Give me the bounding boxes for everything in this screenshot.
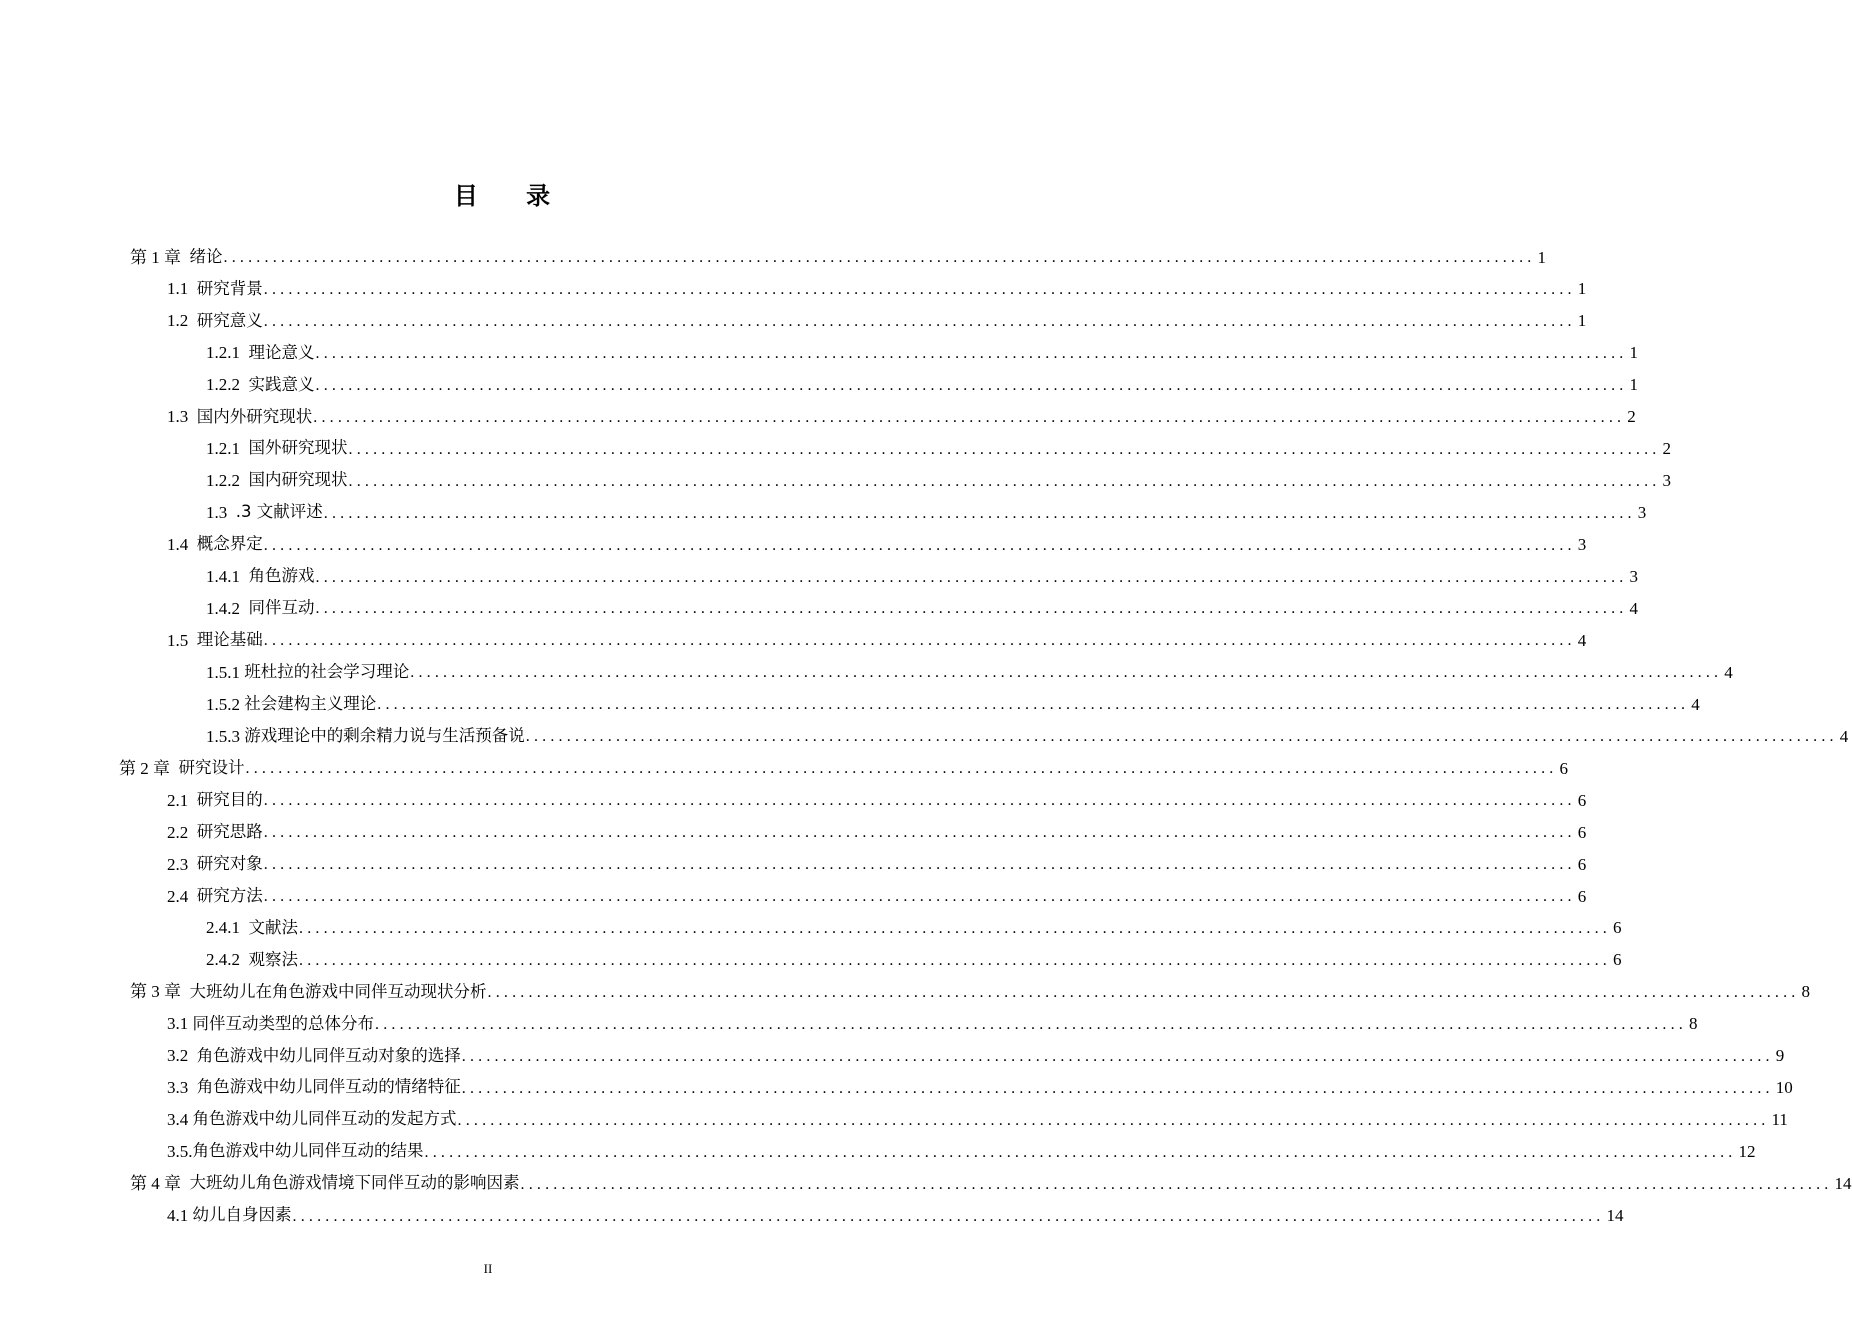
toc-entry-title: 社会建构主义理论 — [244, 694, 377, 714]
toc-entry-number: 1.3 — [167, 407, 189, 427]
toc-entry-number: 1.2.1 — [206, 343, 240, 363]
toc-entry-title: 国外研究现状 — [248, 438, 348, 458]
toc-entry-number: 第 1 章 — [130, 247, 181, 267]
toc-entry[interactable] — [119, 752, 1568, 784]
toc-entry-number: 3.3 — [167, 1078, 189, 1098]
toc-entry-title: 同伴互动类型的总体分布 — [192, 1013, 374, 1033]
toc-leader-dots: ................................................................................................................................................................ — [223, 249, 1536, 266]
toc-entry-separator — [188, 792, 197, 809]
toc-entry[interactable] — [167, 1200, 1624, 1232]
toc-entry-title: 角色游戏 — [248, 566, 315, 586]
toc-entry-separator — [170, 760, 179, 777]
toc-entry-title: 研究方法 — [196, 885, 263, 905]
toc-entry-title: 概念界定 — [196, 534, 263, 554]
toc-entry-page-number: 4 — [1629, 598, 1638, 618]
toc-entry-title: 文献法 — [248, 917, 298, 937]
toc-entry-title: 角色游戏中幼儿同伴互动的结果 — [192, 1141, 424, 1161]
toc-entry-title: 研究设计 — [178, 757, 245, 777]
toc-entry-title: 观察法 — [248, 949, 298, 969]
toc-leader-dots: ................................................................................................................................................................ — [461, 1047, 1774, 1065]
toc-entry-title: 角色游戏中幼儿同伴互动的发起方式 — [192, 1109, 457, 1129]
toc-entry-title: 大班幼儿在角色游戏中同伴互动现状分析 — [189, 981, 487, 1001]
toc-leader-dots: ................................................................................................................................................................ — [461, 1079, 1774, 1097]
toc-entry-page-number: 4 — [1691, 694, 1700, 714]
toc-leader-dots: ................................................................................................................................................................ — [315, 600, 1628, 618]
toc-entry-separator — [240, 951, 249, 968]
toc-entry-separator — [188, 1047, 197, 1064]
toc-entry-page-number: 6 — [1577, 886, 1587, 906]
toc-entry-title: 幼儿自身因素 — [192, 1205, 292, 1225]
toc-entry-number: 1.5.2 — [206, 694, 240, 714]
toc-leader-dots: ................................................................................................................................................................ — [263, 856, 1576, 874]
toc-entry-number: 2.3 — [167, 854, 189, 874]
toc-entry-title: 角色游戏中幼儿同伴互动对象的选择 — [196, 1045, 461, 1065]
toc-entry-title: 班杜拉的社会学习理论 — [244, 662, 410, 682]
toc-entry[interactable] — [206, 369, 1638, 401]
toc-entry[interactable] — [167, 305, 1587, 337]
toc-entry-page-number: 2 — [1662, 439, 1671, 459]
toc-entry-title: 国内研究现状 — [248, 470, 348, 490]
toc-leader-dots: ................................................................................................................................................................ — [263, 824, 1576, 842]
toc-entry[interactable] — [130, 1168, 1852, 1200]
toc-entry-page-number: 9 — [1775, 1046, 1785, 1066]
toc-entry-number: 第 3 章 — [130, 982, 181, 1002]
toc-entry-number: 1.5.3 — [206, 726, 240, 746]
toc-entry[interactable] — [167, 848, 1587, 880]
toc-entry-separator — [227, 504, 236, 521]
toc-leader-dots: ................................................................................................................................................................ — [263, 792, 1576, 810]
toc-entry-title: 研究意义 — [196, 310, 263, 330]
toc-entry-number: 3.2 — [167, 1046, 189, 1066]
toc-entry[interactable] — [130, 976, 1810, 1008]
toc-leader-dots: ................................................................................................................................................................ — [263, 888, 1576, 905]
toc-entry-number: 第 4 章 — [130, 1174, 181, 1194]
toc-leader-dots: ................................................................................................................................................................ — [263, 536, 1576, 554]
toc-entry-number: 1.2.2 — [206, 375, 240, 395]
toc-entry-page-number: 8 — [1801, 982, 1810, 1002]
toc-entry-number: 2.4 — [167, 886, 189, 906]
toc-entry-separator — [181, 983, 190, 1000]
toc-entry-number: 2.4.2 — [206, 950, 240, 970]
toc-leader-dots: ................................................................................................................................................................ — [313, 408, 1626, 426]
toc-entry-number: 2.2 — [167, 822, 189, 842]
toc-entry-title: .3 文献评述 — [235, 502, 323, 522]
toc-leader-dots: ................................................................................................................................................................ — [348, 440, 1661, 458]
toc-entry[interactable] — [167, 624, 1587, 656]
toc-entry[interactable] — [206, 944, 1622, 976]
toc-entry[interactable] — [206, 592, 1638, 624]
toc-entry-separator — [240, 344, 249, 361]
page-title: 目 录 — [453, 182, 571, 210]
toc-entry[interactable] — [206, 720, 1849, 752]
toc-entry[interactable] — [206, 465, 1671, 497]
toc-entry-title: 研究目的 — [196, 789, 263, 809]
toc-entry-title: 角色游戏中幼儿同伴互动的情绪特征 — [196, 1077, 461, 1097]
toc-entry-separator — [240, 600, 249, 617]
toc-entry-page-number: 14 — [1606, 1206, 1624, 1225]
toc-entry-page-number: 12 — [1738, 1142, 1756, 1162]
toc-entry-title: 绪论 — [189, 246, 223, 266]
toc-entry[interactable] — [167, 880, 1587, 912]
toc-entry-page-number: 1 — [1577, 279, 1587, 299]
toc-leader-dots: ................................................................................................................................................................ — [292, 1207, 1605, 1225]
toc-entry-page-number: 6 — [1613, 918, 1622, 938]
toc-entry-page-number: 3 — [1629, 567, 1638, 586]
toc-leader-dots: ................................................................................................................................................................ — [245, 760, 1558, 778]
toc-entry-separator — [240, 919, 249, 936]
footer-page-number: II — [483, 1261, 493, 1276]
toc-entry-page-number: 6 — [1559, 758, 1568, 778]
toc-entry-separator — [181, 249, 190, 266]
toc-entry-separator — [188, 1079, 197, 1096]
toc-entry[interactable] — [130, 241, 1546, 273]
toc-entry-separator — [188, 280, 197, 297]
toc-entry-separator — [240, 440, 249, 457]
toc-entry-number: 1.2 — [167, 311, 189, 331]
toc-entry-number: 1.4 — [167, 535, 189, 555]
toc-entry-number: 第 2 章 — [119, 758, 170, 778]
toc-entry-page-number: 6 — [1613, 950, 1622, 970]
toc-entry-page-number: 6 — [1577, 790, 1587, 810]
toc-entry[interactable] — [167, 529, 1587, 561]
toc-entry[interactable] — [167, 401, 1636, 433]
toc-entry-separator — [188, 632, 197, 649]
toc-leader-dots: ................................................................................................................................................................ — [424, 1143, 1737, 1161]
toc-entry-page-number: 2 — [1627, 407, 1636, 427]
toc-entry-number: 1.3 — [206, 503, 228, 523]
toc-entry-number: 3.4 — [167, 1110, 189, 1130]
toc-leader-dots: ................................................................................................................................................................ — [315, 344, 1628, 362]
toc-entry-title: 研究思路 — [196, 821, 263, 841]
toc-entry[interactable] — [167, 1040, 1785, 1072]
toc-entry-separator — [188, 856, 197, 873]
toc-entry[interactable] — [206, 497, 1647, 529]
toc-entry-title: 实践意义 — [248, 374, 315, 394]
toc-entry[interactable] — [206, 656, 1733, 688]
toc-entry-page-number: 1 — [1629, 375, 1638, 395]
toc-entry-separator — [188, 536, 197, 553]
toc-leader-dots: ................................................................................................................................................................ — [263, 632, 1576, 650]
toc-entry-page-number: 6 — [1577, 822, 1587, 842]
toc-entry-page-number: 1 — [1537, 247, 1546, 267]
toc-entry-page-number: 4 — [1839, 726, 1849, 746]
toc-entry-separator — [240, 472, 249, 489]
toc-entry[interactable] — [206, 337, 1638, 369]
toc-entry-title: 研究背景 — [196, 278, 263, 298]
toc-entry-title: 理论基础 — [196, 630, 263, 650]
toc-entry-number: 1.2.1 — [206, 439, 240, 459]
toc-entry-separator — [188, 888, 197, 905]
toc-entry-separator — [240, 568, 249, 585]
toc-entry[interactable] — [167, 784, 1587, 816]
toc-entry-separator — [181, 1175, 190, 1192]
toc-entry-number: 3.1 — [167, 1014, 189, 1034]
toc-entry[interactable] — [206, 561, 1638, 593]
toc-leader-dots: ................................................................................................................................................................ — [263, 312, 1576, 330]
toc-entry-number: 4.1 — [167, 1206, 189, 1225]
toc-entry-title: 大班幼儿角色游戏情境下同伴互动的影响因素 — [189, 1173, 520, 1193]
toc-entry[interactable] — [206, 688, 1700, 720]
toc-entry-number: 2.1 — [167, 790, 189, 810]
toc-entry-page-number: 1 — [1629, 343, 1638, 363]
toc-entry-page-number: 14 — [1834, 1174, 1852, 1194]
toc-leader-dots: ................................................................................................................................................................ — [377, 696, 1690, 714]
toc-entry-page-number: 3 — [1577, 535, 1587, 555]
toc-leader-dots: ................................................................................................................................................................ — [315, 376, 1628, 394]
toc-entry-separator — [188, 408, 197, 425]
toc-leader-dots: ................................................................................................................................................................ — [520, 1175, 1833, 1193]
toc-entry-title: 研究对象 — [196, 853, 263, 873]
toc-entry-number: 1.4.2 — [206, 598, 240, 618]
toc-entry[interactable] — [167, 273, 1587, 305]
toc-entry[interactable] — [167, 1008, 1698, 1040]
toc-leader-dots: ................................................................................................................................................................ — [323, 504, 1636, 522]
toc-leader-dots: ................................................................................................................................................................ — [487, 983, 1800, 1001]
toc-leader-dots: ................................................................................................................................................................ — [348, 472, 1661, 490]
toc-leader-dots: ................................................................................................................................................................ — [299, 951, 1611, 969]
toc-entry-separator — [240, 376, 249, 393]
toc-entry-separator — [188, 824, 197, 841]
toc-entry[interactable] — [206, 912, 1622, 944]
toc-entry-number: 1.1 — [167, 279, 189, 299]
toc-entry-page-number: 3 — [1637, 503, 1647, 523]
toc-entry-number: 1.2.2 — [206, 471, 240, 491]
toc-leader-dots: ................................................................................................................................................................ — [525, 728, 1838, 746]
toc-entry-number: 1.4.1 — [206, 567, 240, 586]
toc-leader-dots: ................................................................................................................................................................ — [457, 1111, 1770, 1129]
toc-entry[interactable] — [167, 816, 1587, 848]
toc-entry[interactable] — [167, 1136, 1756, 1168]
toc-leader-dots: ................................................................................................................................................................ — [263, 280, 1576, 298]
toc-entry-page-number: 10 — [1775, 1078, 1793, 1098]
toc-leader-dots: ................................................................................................................................................................ — [315, 568, 1628, 586]
toc-entry[interactable] — [167, 1072, 1793, 1104]
toc-entry-number: 3.5. — [167, 1142, 193, 1162]
toc-leader-dots: ................................................................................................................................................................ — [375, 1015, 1687, 1033]
toc-entry-page-number: 1 — [1577, 311, 1587, 331]
toc-leader-dots: ................................................................................................................................................................ — [410, 664, 1723, 682]
toc-entry-title: 国内外研究现状 — [196, 406, 313, 426]
toc-entry-title: 理论意义 — [248, 342, 315, 362]
toc-entry-title: 同伴互动 — [248, 598, 315, 618]
toc-entry-page-number: 3 — [1662, 471, 1671, 491]
toc-entry-page-number: 4 — [1724, 662, 1733, 682]
toc-entry-page-number: 11 — [1771, 1110, 1788, 1130]
toc-entry-number: 1.5 — [167, 630, 189, 650]
toc-entry-title: 游戏理论中的剩余精力说与生活预备说 — [244, 726, 525, 745]
toc-entry-number: 2.4.1 — [206, 918, 240, 938]
toc-entry-number: 1.5.1 — [206, 662, 240, 682]
toc-entry-page-number: 4 — [1577, 630, 1587, 650]
toc-entry[interactable] — [206, 433, 1671, 465]
toc-entry-separator — [188, 312, 197, 329]
toc-leader-dots: ................................................................................................................................................................ — [299, 919, 1611, 937]
toc-entry-page-number: 8 — [1689, 1014, 1698, 1034]
toc-entry-page-number: 6 — [1577, 854, 1587, 874]
toc-entry[interactable] — [167, 1104, 1788, 1136]
